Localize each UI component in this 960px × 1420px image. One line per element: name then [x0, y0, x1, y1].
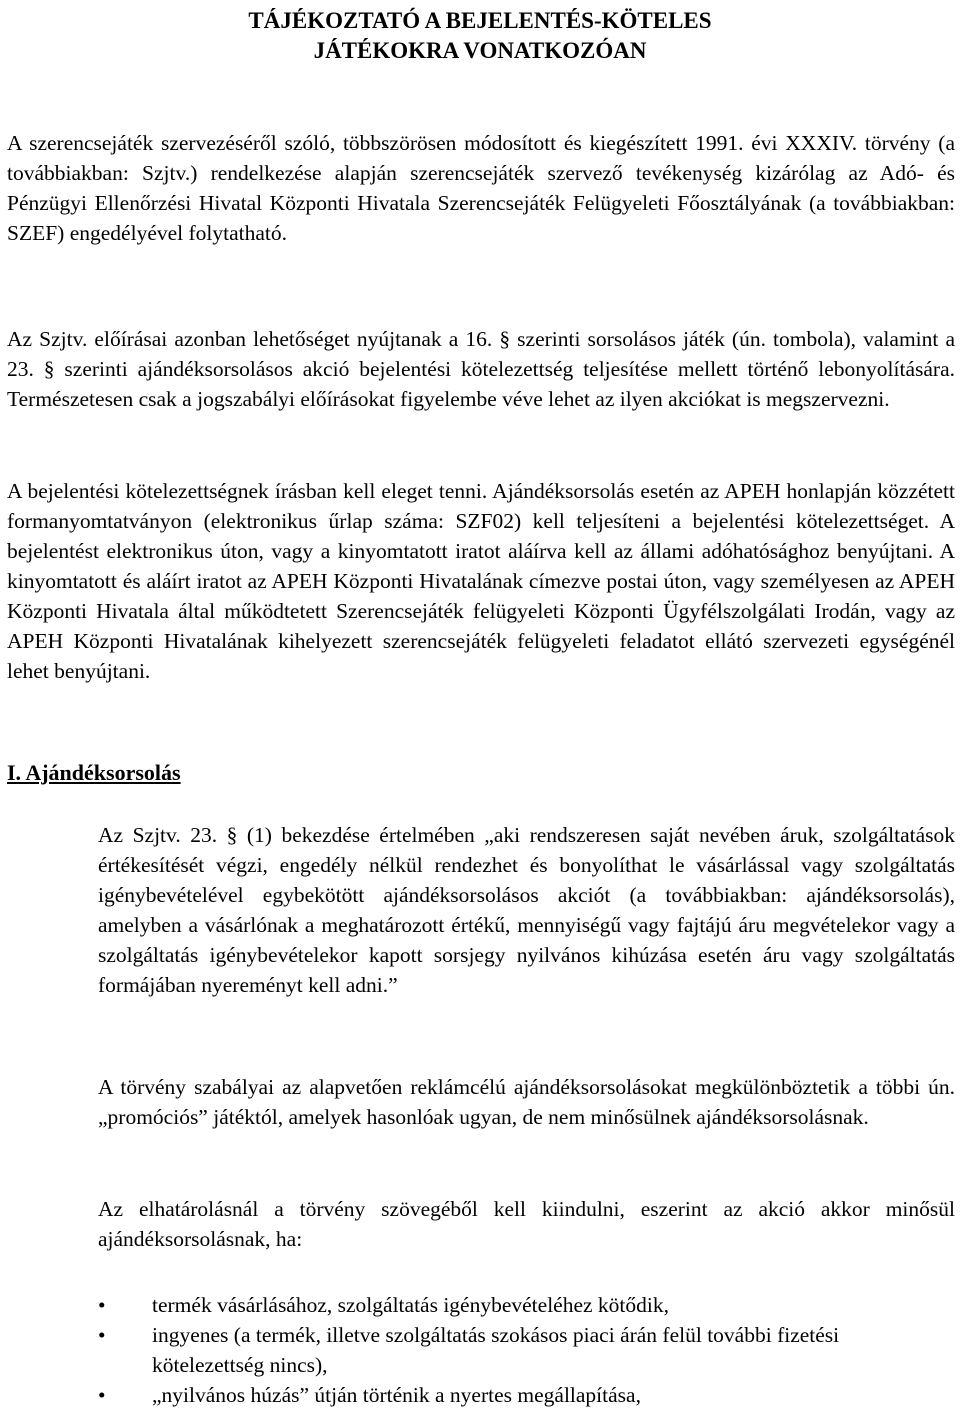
- title-line-1: TÁJÉKOZTATÓ A BEJELENTÉS-KÖTELES: [248, 8, 712, 33]
- bullet-icon: •: [98, 1383, 106, 1407]
- criteria-list: [98, 1290, 955, 1410]
- document-title: [0, 6, 960, 66]
- list-item-text: „nyilvános húzás” útján történik a nyertes megállapítása,: [152, 1383, 641, 1407]
- section-heading: I. Ajándéksorsolás: [7, 760, 181, 785]
- title-line-2: JÁTÉKOKRA VONATKOZÓAN: [313, 38, 647, 63]
- list-item-text: ingyenes (a termék, illetve szolgáltatás szokásos piaci árán felül további fizetési kötelezettség nincs),: [152, 1323, 840, 1377]
- list-item: [98, 1290, 955, 1320]
- criteria-intro-paragraph: Az elhatárolásnál a törvény szövegéből kell kiindulni, eszerint az akció akkor minősül ajándéksorsolásnak, ha:: [98, 1197, 955, 1251]
- bullet-icon: •: [98, 1323, 106, 1347]
- promotion-paragraph: A törvény szabályai az alapvetően reklámcélú ajándéksorsolásokat megkülönböztetik a többi ún. „promóciós” játéktól, amelyek hasonlóak ugyan, de nem minősülnek ajándéksorsolásnak.: [98, 1075, 955, 1129]
- list-item: [98, 1320, 955, 1380]
- bullet-icon: •: [98, 1293, 106, 1317]
- list-item-text: termék vásárlásához, szolgáltatás igénybevételéhez kötődik,: [152, 1293, 669, 1317]
- exceptions-paragraph: Az Szjtv. előírásai azonban lehetőséget nyújtanak a 16. § szerinti sorsolásos játék (ún. tombola), valamint a 23. § szerinti ajándéksorsolásos akció bejelentési kötelezettség teljesítése mellett történő lebonyolítására. Természetesen csak a jogszabályi előírásokat figyelembe véve lehet az ilyen akciókat is megszervezni.: [7, 327, 955, 411]
- reporting-paragraph: A bejelentési kötelezettségnek írásban kell eleget tenni. Ajándéksorsolás esetén az APEH honlapján közzétett formanyomtatványon (elektronikus űrlap száma: SZF02) kell teljesíteni a bejelentési kötelezettséget. A bejelentést elektronikus úton, vagy a kinyomtatott iratot aláírva kell az állami adóhatósághoz benyújtani. A kinyomtatott és aláírt iratot az APEH Központi Hivatalának címezve postai úton, vagy személyesen az APEH Központi Hivatala által működtetett Szerencsejáték felügyeleti Központi Ügyfélszolgálati Irodán, vagy az APEH Központi Hivatalának kihelyezett szerencsejáték felügyeleti feladatot ellátó szervezeti egységénél lehet benyújtani.: [7, 479, 955, 683]
- intro-paragraph: A szerencsejáték szervezéséről szóló, többszörösen módosított és kiegészített 1991. évi XXXIV. törvény (a továbbiakban: Szjtv.) rendelkezése alapján szerencsejáték szervező tevékenység kizárólag az Adó- és Pénzügyi Ellenőrzési Hivatal Központi Hivatala Szerencsejáték Felügyeleti Főosztályának (a továbbiakban: SZEF) engedélyével folytatható.: [7, 131, 955, 245]
- law-quote-paragraph: Az Szjtv. 23. § (1) bekezdése értelmében „aki rendszeresen saját nevében áruk, szolgáltatások értékesítését végzi, engedély nélkül rendezhet és bonyolíthat le vásárlással vagy szolgáltatás igénybevételével egybekötött ajándéksorsolásos akciót (a továbbiakban: ajándéksorsolás), amelyben a vásárlónak a meghatározott értékű, mennyiségű vagy fajtájú áru megvételekor vagy a szolgáltatás igénybevételekor kapott sorsjegy nyilvános kihúzása esetén áru vagy szolgáltatás formájában nyereményt kell adni.”: [98, 823, 955, 997]
- list-item: [98, 1380, 955, 1410]
